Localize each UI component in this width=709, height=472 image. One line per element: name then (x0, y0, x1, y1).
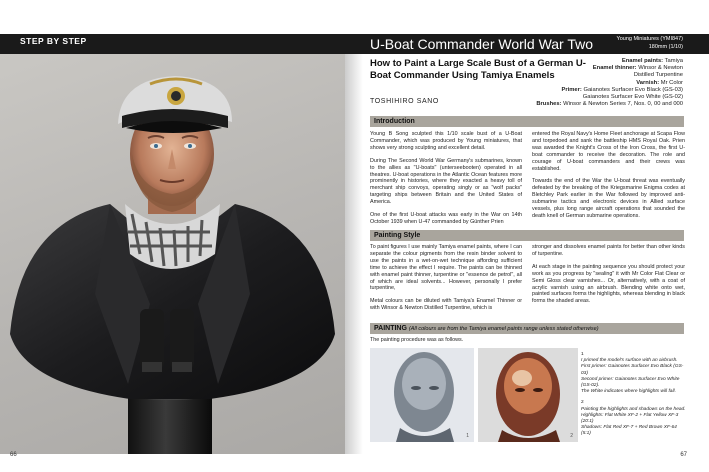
paragraph: During The Second World War Germany's submarines, known to the allies as "U-boats" (unterseebooten) operated in all theatres. U-boat operations in the Atlantic Ocean features more prominently in histories, where they exacted a heavy toll of merchant ship convoys, operating singly or as "wolf packs" targeting ships between Britain and the United States of America. (370, 157, 522, 206)
introduction-header-bar (370, 116, 684, 127)
procedure-intro: The painting procedure was as follows. (370, 337, 464, 343)
article-title: U-Boat Commander World War Two (370, 36, 594, 52)
step-2-photo (478, 348, 578, 442)
author-name: TOSHIHIRO SANO (370, 98, 439, 105)
paragraph: At each stage in the painting sequence you should protect your work as you progress by "sealing" it with Mr Color Flat Clear or Semi Gloss clear varnishes... Or, alternatively, with a coat of acrylic varnish using an airbrush. Blending white onto wet, painted surfaces forms the highlights, whereas blending in black forms the shaded areas. (532, 263, 685, 305)
introduction-heading: Introduction (374, 118, 415, 125)
painted-head-image (478, 348, 578, 442)
paragraph: Young B Song sculpted this 1/10 scale bust of a U-Boat Commander, which was produced by Young miniatures, that shows very strong sculpting and excellent detail. (370, 131, 522, 151)
paragraph: One of the first U-boat attacks was early in the War on 14th October 1939 when U-47 commanded by Günther Prien (370, 212, 522, 225)
caption-1: 1 I primed the model's surface with an airbrush. First primer: Gaianotes Surfacer Evo Black (GS-03) Second primer: Gaianotes Surfacer Evo White (GS-02). The White indicates where highlights will fall. (581, 352, 684, 395)
left-page-number: 66 (10, 452, 17, 458)
photo-number: 1 (466, 433, 469, 439)
page-gutter (345, 54, 363, 454)
section-label: STEP BY STEP (20, 36, 87, 46)
article-subtitle: How to Paint a Large Scale Bust of a German U-Boat Commander Using Tamiya Enamels (370, 58, 586, 81)
photo-number: 2 (570, 433, 573, 439)
paragraph: stronger and dissolves enamel paints for better than other kinds of turpentine. (532, 244, 685, 257)
material-row: Gaianotes Surfacer Evo White (GS-02) (582, 94, 683, 101)
intro-column-right (532, 131, 685, 226)
step-1-photo (370, 348, 474, 442)
material-row: Enamel thinner: Winsor & Newton (592, 65, 683, 72)
material-row: Distilled Turpentine (633, 72, 683, 79)
style-column-right (532, 244, 685, 311)
paragraph: Metal colours can be diluted with Tamiya's Enamel Thinner or with Winsor & Newton Distilled Turpentine, which is (370, 298, 522, 312)
paragraph: To paint figures I use mainly Tamiya enamel paints, where I can separate the colour pigments from the resin binder solvent to use the paints in a wet-on-wet technique affording sufficient time to achieve the effect I require. The paints can be thinned with enamel paint thinner, turpentine or "essence de petrol", all of which are ideal solvents... However, personally I prefer turpentine, (370, 244, 522, 292)
materials-list (503, 58, 683, 108)
painting-heading: PAINTING (All colours are from the Tamiya enamel paints range unless stated otherwise) (374, 325, 599, 332)
material-row: Enamel paints: Tamiya (621, 58, 683, 64)
paragraph: entered the Royal Navy's Home Fleet anchorage at Scapa Flow and torpedoed and sank the battleship HMS Royal Oak. Prien was awarded the Knight's Cross of the Iron Cross, the first U-boat commander to receive the decoration. The role and courage of U-boat commanders and their crews was established. (532, 131, 685, 172)
intro-column-left (370, 131, 522, 232)
painting-style-heading: Painting Style (374, 232, 421, 239)
material-row: Brushes: Winsor & Newton Series 7, Nos. 0, 00 and 000 (536, 101, 683, 108)
primed-head-image (370, 348, 474, 442)
bust-photo (0, 54, 345, 454)
kit-info (617, 35, 683, 51)
photo-captions (581, 352, 686, 443)
style-column-left (370, 244, 522, 318)
paragraph: Towards the end of the War the U-boat threat was eventually defeated by the breaking of the Kriegsmarine Enigma codes at Bletchley Park earlier in the War followed by improved anti-submarine tactics and electronic devices in Allied surface vessels, plus long range aircraft operations that sounded the death knell of German submarine operations. (532, 178, 685, 219)
right-page-number: 67 (680, 452, 687, 458)
kit-scale: 180mm (1/10) (648, 44, 683, 50)
caption-2: 2 Painting the highlights and shadows on the head. Highlights: Flat White XF-2 + Flat Yellow XF-3 (20:1) Shadows: Flat Red XF-7 + Red Brown XF-64 (5:1) (581, 400, 686, 437)
kit-name: Young Miniatures (YMI847) (616, 36, 683, 42)
material-row: Varnish: Mr Color (636, 79, 683, 86)
header-bar (0, 34, 709, 54)
uboat-commander-bust-image (0, 54, 345, 454)
material-row: Primer: Gaianotes Surfacer Evo Black (GS-03) (561, 86, 683, 93)
